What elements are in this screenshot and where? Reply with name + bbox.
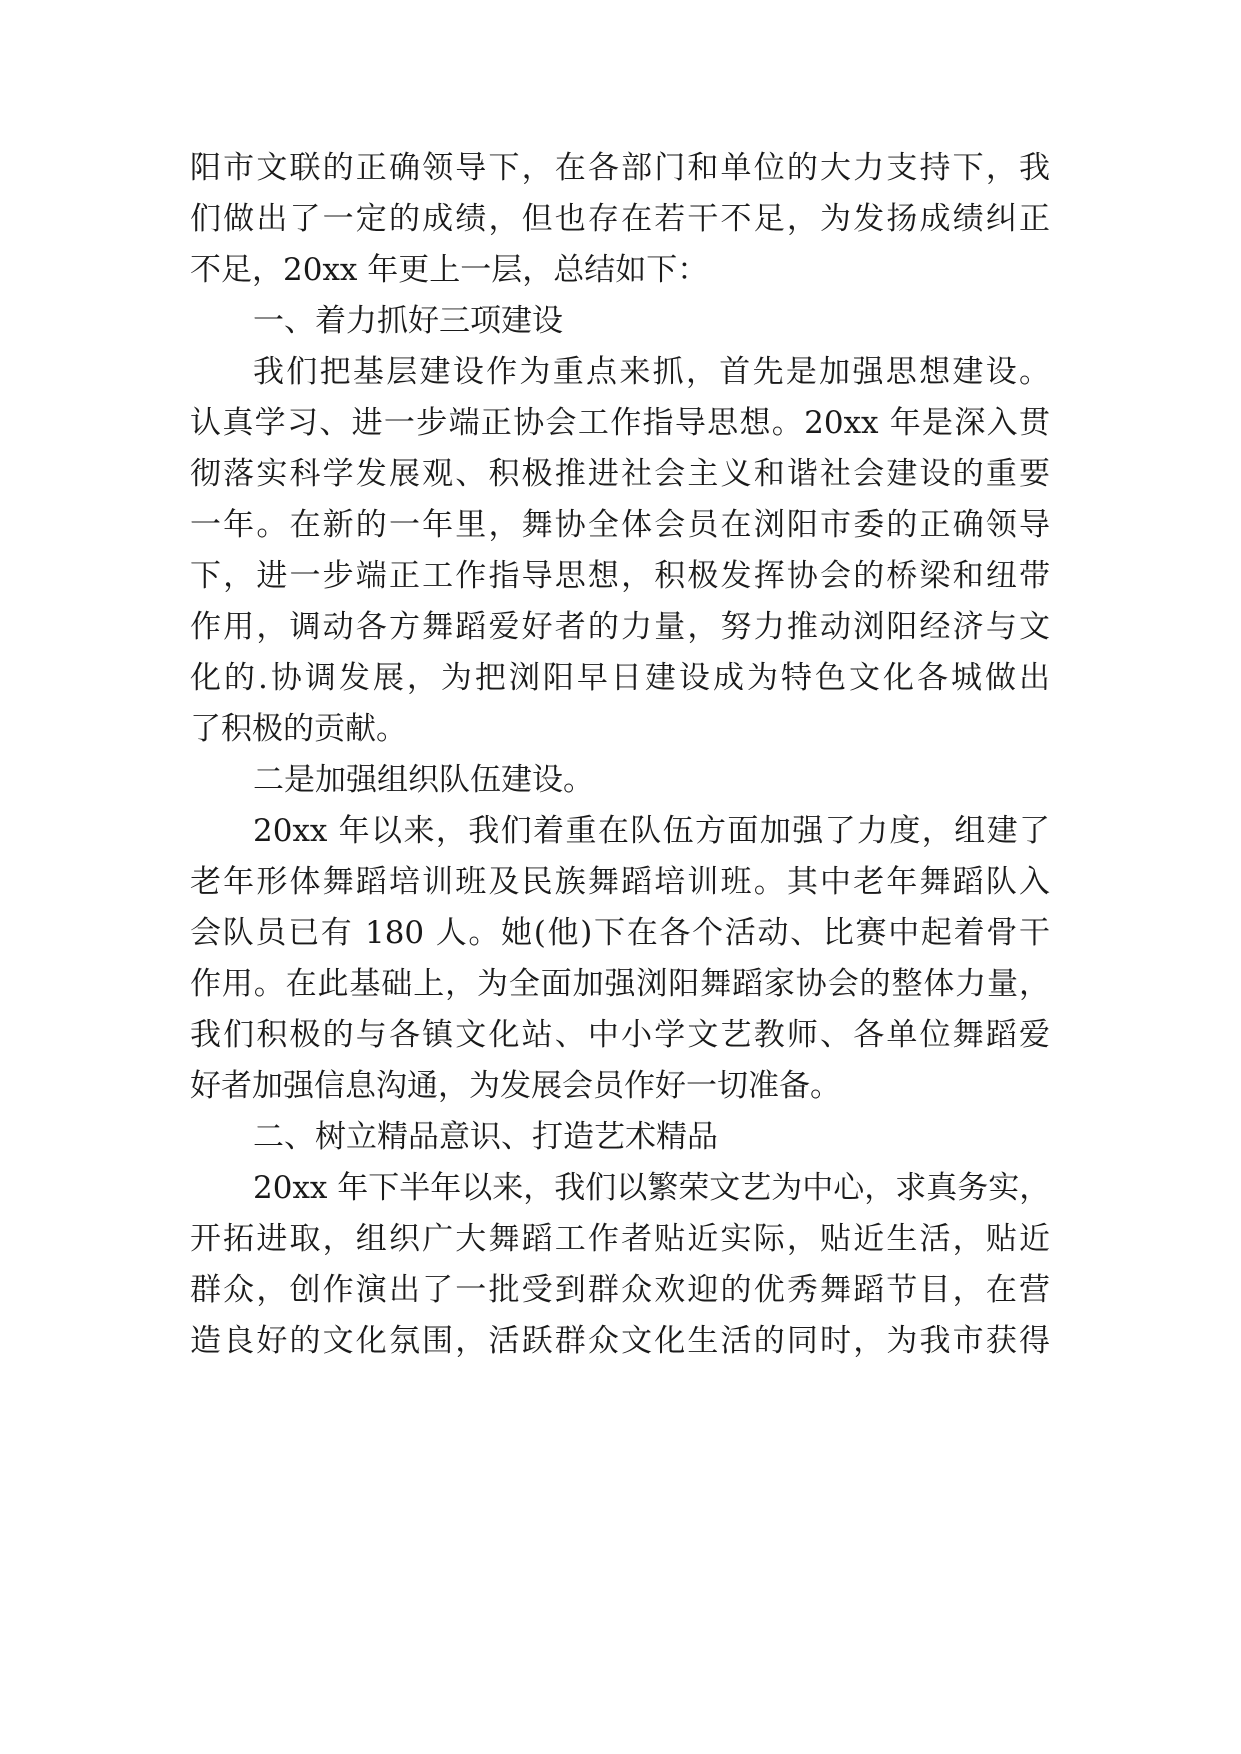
text-line: 化的.协调发展，为把浏阳早日建设成为特色文化各城做出 (190, 660, 1050, 696)
text-line: 会队员已有 180 人。她(他)下在各个活动、比赛中起着骨干 (190, 915, 1050, 951)
text-line: 认真学习、进一步端正协会工作指导思想。20xx 年是深入贯 (190, 405, 1050, 441)
text-line: 作用。在此基础上，为全面加强浏阳舞蹈家协会的整体力量， (190, 966, 1050, 1002)
section-heading: 二、树立精品意识、打造艺术精品 (253, 1119, 718, 1155)
text-line: 我们积极的与各镇文化站、中小学文艺教师、各单位舞蹈爱 (190, 1017, 1050, 1053)
text-line: 老年形体舞蹈培训班及民族舞蹈培训班。其中老年舞蹈队入 (190, 864, 1050, 900)
text-line: 下，进一步端正工作指导思想，积极发挥协会的桥梁和纽带 (190, 558, 1050, 594)
subsection-heading: 二是加强组织队伍建设。 (253, 762, 594, 798)
text-line: 好者加强信息沟通，为发展会员作好一切准备。 (190, 1068, 841, 1104)
text-line: 一年。在新的一年里，舞协全体会员在浏阳市委的正确领导 (190, 507, 1050, 543)
text-line: 造良好的文化氛围，活跃群众文化生活的同时，为我市获得 (190, 1323, 1050, 1359)
text-line: 不足，20xx 年更上一层，总结如下： (190, 252, 709, 288)
text-line: 们做出了一定的成绩，但也存在若干不足，为发扬成绩纠正 (190, 201, 1050, 237)
text-line: 20xx 年以来，我们着重在队伍方面加强了力度，组建了 (253, 813, 1050, 849)
text-line: 作用，调动各方舞蹈爱好者的力量，努力推动浏阳经济与文 (190, 609, 1050, 645)
text-line: 了积极的贡献。 (190, 711, 407, 747)
section-heading: 一、着力抓好三项建设 (253, 303, 563, 339)
text-line: 我们把基层建设作为重点来抓，首先是加强思想建设。 (253, 354, 1050, 390)
text-line: 群众，创作演出了一批受到群众欢迎的优秀舞蹈节目，在营 (190, 1272, 1050, 1308)
text-line: 开拓进取，组织广大舞蹈工作者贴近实际，贴近生活，贴近 (190, 1221, 1050, 1257)
text-line: 阳市文联的正确领导下，在各部门和单位的大力支持下，我 (190, 150, 1050, 186)
text-line: 彻落实科学发展观、积极推进社会主义和谐社会建设的重要 (190, 456, 1050, 492)
text-line: 20xx 年下半年以来，我们以繁荣文艺为中心，求真务实， (253, 1170, 1051, 1206)
